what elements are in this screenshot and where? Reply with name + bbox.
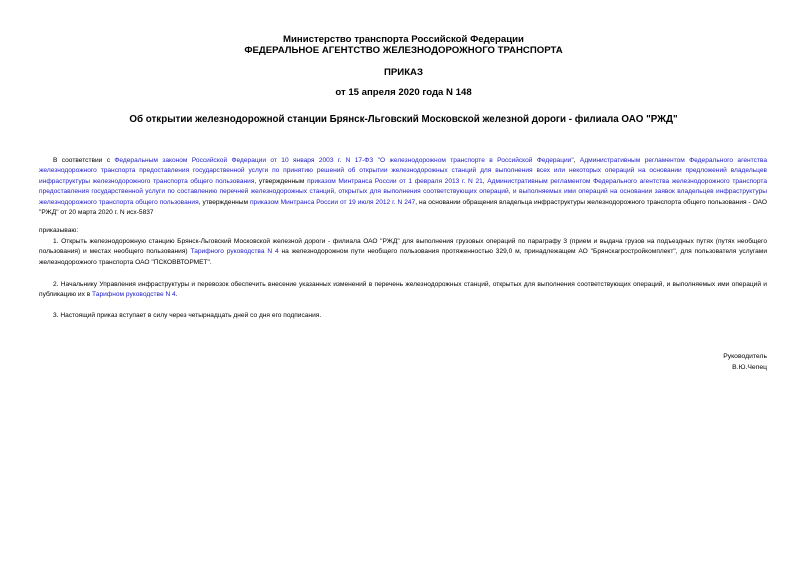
- preamble-text: В соответствии с: [53, 157, 115, 164]
- ministry-name: Министерство транспорта Российской Федерации: [283, 34, 524, 45]
- order-item-3: 3. Настоящий приказ вступает в силу через четырнадцать дней со дня его подписания.: [53, 312, 322, 319]
- preamble-text: ,: [482, 177, 488, 185]
- item-text: 2. Начальнику Управления инфраструктуры и перевозок обеспечить внесение указанных изменений в перечень железнодорожных станций, открытых для выполнения соответствующих операций, и выполняемых ими операций и публикацию их в: [39, 281, 767, 299]
- preamble-text: , на основании обращения владельца инфраструктуры железнодорожного транспорта общего пользования - ОАО "РЖД" от 20 марта 2020 г. N исх-5837: [39, 198, 768, 217]
- document-title: Об открытии железнодорожной станции Брянск-Льговский Московской железной дороги - филиала ОАО "РЖД": [129, 114, 678, 125]
- order-item-2: [39, 280, 767, 301]
- tariff-guide-4-link[interactable]: Тарифного руководства N 4: [190, 248, 279, 256]
- item-text: 1. Открыть железнодорожную станцию Брянск-Льговский Московской железной дороги - филиала ОАО "РЖД" для выполнения грузовых операций по параграфу 3 (прием и выдача грузов на подъездных путях (путях необщего пользования) и местах необщего пользования): [39, 238, 767, 256]
- preamble-text: , утвержденным: [198, 198, 250, 206]
- document-date-number: от 15 апреля 2020 года N 148: [335, 87, 472, 98]
- signature-role: Руководитель: [723, 353, 767, 360]
- agency-name: ФЕДЕРАЛЬНОЕ АГЕНТСТВО ЖЕЛЕЗНОДОРОЖНОГО ТРАНСПОРТА: [244, 45, 563, 56]
- signature-name: В.Ю.Чепец: [732, 364, 767, 371]
- federal-law-link[interactable]: Федеральным законом Российской Федерации от 10 января 2003 г. N 17-ФЗ "О железнодорожном транспорте в Российской Федерации": [114, 157, 574, 164]
- preamble-text: ,: [573, 157, 580, 164]
- admin-regulation-link-1[interactable]: Административным регламентом Федерального агентства железнодорожного транспорта предоставления государственной услуги по принятию решений об открытии железнодорожных станций для выполнения всех или некоторых операций на основании предложений владельцев инфраструктуры железнодорожного транспорта общего пользования: [39, 157, 767, 185]
- order-item-1: [39, 237, 767, 268]
- admin-regulation-link-2[interactable]: Административным регламентом Федерального агентства железнодорожного транспорта предоставления государственной услуги по составлению перечней железнодорожных станций, открытых для выполнения соответствующих операций, и выполняемых ими операций на основании заявок владельцев инфраструктуры железнодорожного транспорта общего пользования: [39, 177, 767, 206]
- document-type: ПРИКАЗ: [384, 67, 423, 78]
- item-text: .: [175, 291, 178, 299]
- mintrans-order-21-link[interactable]: приказом Минтранса России от 1 февраля 2013 г. N 21: [307, 177, 483, 185]
- mintrans-order-247-link[interactable]: приказом Минтранса России от 19 июля 2012 г. N 247: [249, 198, 416, 206]
- tariff-guide-4-link-2[interactable]: Тарифном руководстве N 4: [92, 291, 176, 299]
- item-text: на железнодорожном пути необщего пользования протяженностью 329,0 м, принадлежащем АО "Брянскагростройкомплект", для пользователя услугами железнодорожного транспорта ОАО "ПСКОВВТОРМЕТ".: [39, 248, 768, 266]
- order-word: приказываю:: [39, 227, 79, 234]
- preamble-paragraph: [39, 156, 767, 218]
- preamble-text: , утвержденным: [254, 177, 308, 185]
